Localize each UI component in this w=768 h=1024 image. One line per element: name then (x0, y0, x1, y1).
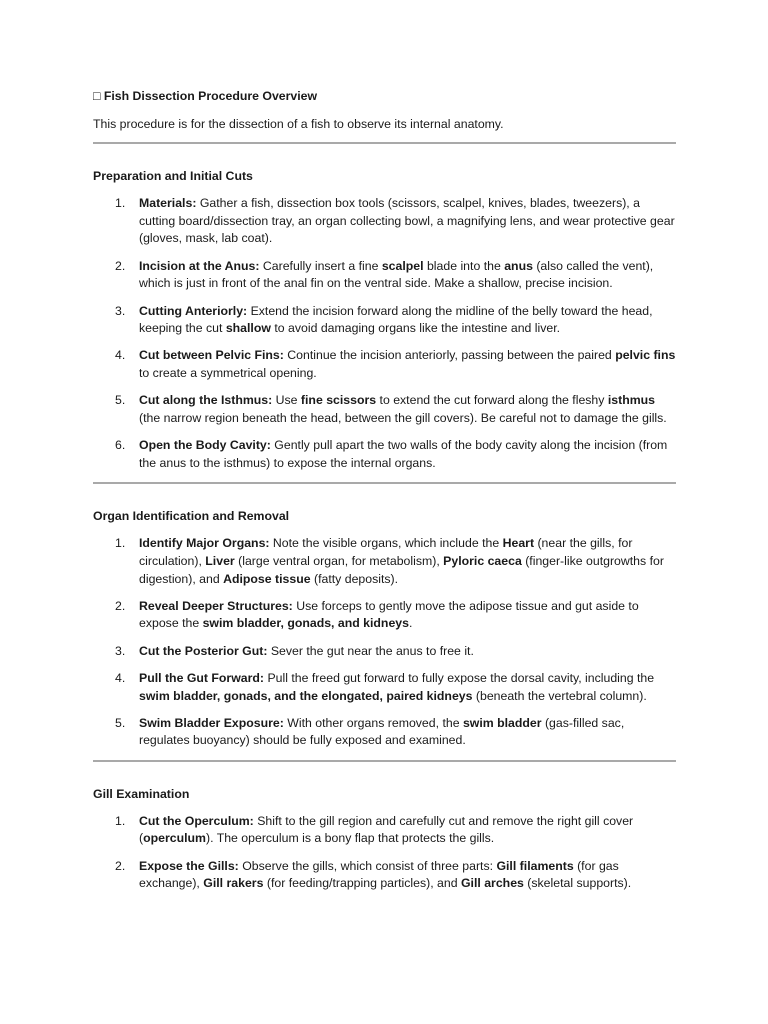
bold-text: shallow (225, 321, 271, 336)
step-number: 4. (115, 348, 126, 363)
step-text: (gas-filled sac, regulates buoyancy) should be fully exposed and examined. (139, 715, 625, 748)
bold-text: Liver (205, 553, 235, 568)
bold-text: swim bladder, gonads, and kidneys (202, 616, 409, 631)
document-title: □ Fish Dissection Procedure Overview (93, 89, 318, 103)
list-item (93, 535, 676, 588)
step-text: (also called the vent), which is just in front of the anal fin on the ventral side. Make a shallow, precise incision. (139, 258, 654, 291)
step-text: blade into the (423, 258, 505, 273)
step-list (93, 813, 676, 893)
step-number: 2. (115, 258, 126, 273)
divider (93, 760, 676, 762)
step-number: 4. (115, 670, 126, 685)
bold-text: Cut between Pelvic Fins: (139, 348, 284, 363)
step-text: (beneath the vertebral column). (472, 688, 647, 703)
section-title: Preparation and Initial Cuts (93, 169, 253, 183)
step-number: 1. (115, 813, 126, 828)
bold-text: Identify Major Organs: (139, 536, 270, 551)
step-text: to avoid damaging organs like the intestine and liver. (270, 321, 561, 336)
step-text: Sever the gut near the anus to free it. (267, 643, 474, 658)
bold-text: Open the Body Cavity: (139, 438, 271, 453)
step-text: (large ventral organ, for metabolism), (234, 553, 444, 568)
bold-text: Cutting Anteriorly: (139, 303, 248, 318)
step-text: Observe the gills, which consist of three parts: (238, 858, 497, 873)
bold-text: swim bladder (462, 715, 542, 730)
step-text: to extend the cut forward along the fleshy (376, 393, 608, 408)
bold-text: Cut along the Isthmus: (139, 393, 273, 408)
step-number: 3. (115, 303, 126, 318)
list-item (93, 858, 676, 893)
bold-text: Materials: (139, 196, 197, 210)
section-title: Gill Examination (93, 786, 190, 801)
list-item (93, 715, 676, 750)
step-text: Gently pull apart the two walls of the body cavity along the incision (from the anus to the isthmus) to expose the internal organs. (139, 438, 668, 470)
step-text: With other organs removed, the (283, 715, 463, 730)
bold-text: Gill arches (460, 876, 524, 891)
bold-text: Reveal Deeper Structures: (139, 598, 293, 613)
step-number: 2. (115, 858, 126, 873)
bold-text: Swim Bladder Exposure: (139, 715, 284, 730)
divider (93, 482, 676, 484)
list-item (93, 195, 676, 248)
step-number: 1. (115, 536, 126, 551)
list-item (93, 303, 676, 338)
bold-text: Heart (502, 536, 535, 551)
bold-text: isthmus (607, 393, 655, 408)
step-text: Shift to the gill region and carefully cut and remove the right gill cover ( (139, 813, 634, 846)
list-item (93, 813, 676, 848)
bold-text: fine scissors (300, 393, 377, 408)
step-text: Carefully insert a fine (259, 258, 382, 273)
step-text: (skeletal supports). (523, 876, 632, 891)
bold-text: scalpel (381, 258, 424, 273)
bold-text: swim bladder, gonads, and the elongated, paired kidneys (139, 688, 473, 703)
step-text: ). The operculum is a bony flap that protects the gills. (205, 831, 495, 846)
step-list (93, 195, 676, 473)
step-text: (the narrow region beneath the head, between the gill covers). Be careful not to damage the gills. (139, 411, 667, 426)
document-intro: This procedure is for the dissection of a fish to observe its internal anatomy. (93, 117, 504, 131)
step-text: Extend the incision forward along the midline of the belly toward the head, keeping the cut (139, 303, 653, 336)
list-item (93, 598, 676, 633)
list-item (93, 643, 676, 661)
step-text: (finger-like outgrowths for digestion), and (139, 553, 664, 586)
bold-text: pelvic fins (615, 348, 676, 363)
step-text: Continue the incision anteriorly, passing between the paired (283, 348, 616, 363)
bold-text: Cut the Posterior Gut: (139, 643, 268, 658)
step-text: Pull the freed gut forward to fully expose the dorsal cavity, including the (264, 670, 655, 685)
divider (93, 142, 676, 144)
bold-text: Pull the Gut Forward: (139, 670, 265, 685)
step-number: 2. (115, 598, 126, 613)
bold-text: Expose the Gills: (139, 858, 239, 873)
step-number: 1. (115, 196, 126, 210)
step-text: (fatty deposits). (310, 571, 399, 586)
step-text: (near the gills, for circulation), (139, 536, 633, 568)
list-item (93, 258, 676, 293)
step-list (93, 535, 676, 750)
step-text: . (408, 616, 413, 631)
step-text: Use forceps to gently move the adipose tissue and gut aside to expose the (139, 598, 639, 631)
bold-text: operculum (143, 831, 206, 846)
document-page (93, 88, 676, 902)
section-title: Organ Identification and Removal (93, 509, 290, 524)
step-text: (for feeding/trapping particles), and (263, 876, 461, 891)
bold-text: Pyloric caeca (443, 553, 522, 568)
step-number: 5. (115, 715, 126, 730)
step-number: 6. (115, 438, 126, 453)
step-text: Gather a fish, dissection box tools (scissors, scalpel, knives, blades, tweezers), a cutting board/dissection tray, an organ collecting bowl, a magnifying lens, and wear protective gear (gloves, mask, lab coat). (139, 196, 675, 246)
list-item (93, 437, 676, 472)
sections-container (93, 168, 676, 893)
step-text: Note the visible organs, which include the (269, 536, 503, 551)
bold-text: Gill rakers (203, 876, 264, 891)
step-number: 3. (115, 643, 126, 658)
list-item (93, 392, 676, 427)
bold-text: anus (504, 258, 533, 273)
step-text: to create a symmetrical opening. (139, 366, 317, 381)
bold-text: Adipose tissue (223, 571, 311, 586)
step-text: (for gas exchange), (139, 858, 619, 891)
bold-text: Cut the Operculum: (139, 813, 254, 828)
list-item (93, 670, 676, 705)
step-text: Use (272, 393, 301, 408)
step-number: 5. (115, 393, 126, 408)
bold-text: Incision at the Anus: (139, 258, 260, 273)
bold-text: Gill filaments (496, 858, 574, 873)
list-item (93, 347, 676, 382)
